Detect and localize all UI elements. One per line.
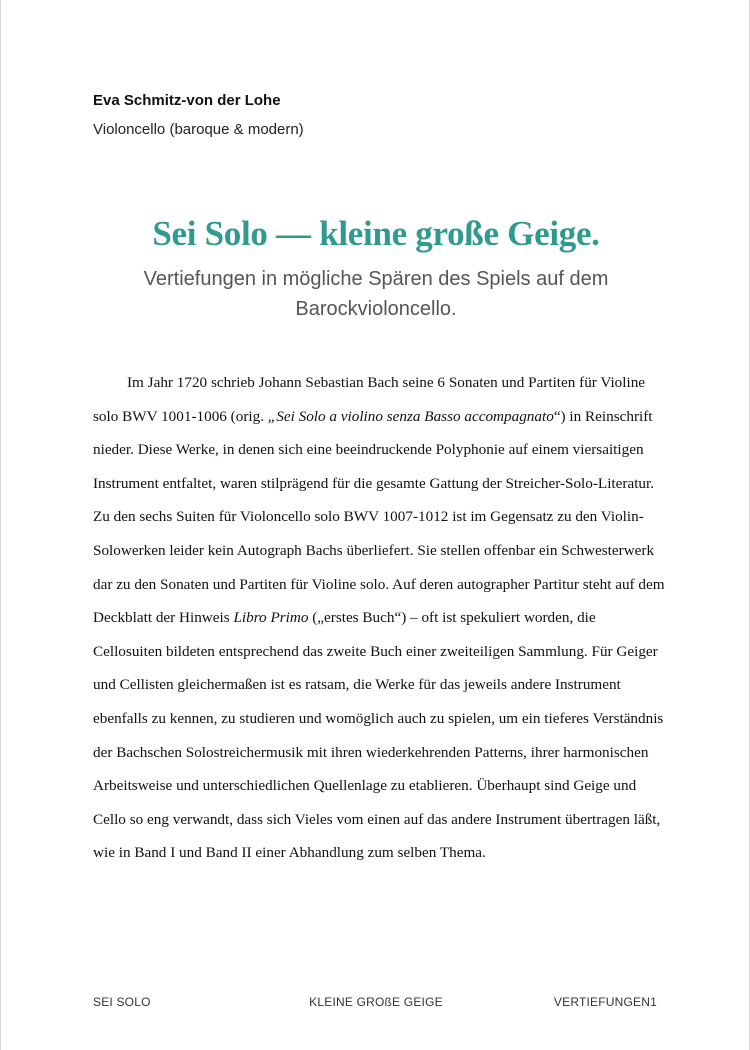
- body-text-italic-title: „Sei Solo a violino senza Basso accompagnato: [267, 407, 554, 425]
- body-text-part-3: („erstes Buch“) – oft ist spekuliert worden, die Cellosuiten bildeten entsprechend das zweite Buch einer zweiteiligen Sammlung. Für Geiger und Cellisten gleichermaßen ist es ratsam, die Werke für das jeweils andere Instrument ebenfalls zu kennen, zu studieren und womöglich auch zu spielen, um ein tieferes Verständnis der Bachschen Solostreichermusik mit ihren wiederkehrenden Patterns, ihrer harmonischen Arbeitsweise und unterschiedlichen Quellenlage zu etablieren. Überhaupt sind Geige und Cello so eng verwandt, dass sich Vieles vom einen auf das andere Instrument übertragen läßt, wie in Band I und Band II einer Abhandlung zum selben Thema.: [93, 609, 664, 862]
- footer-right: VERTIEFUNGEN1: [553, 995, 657, 1009]
- body-paragraph: [93, 366, 668, 870]
- body-text-part-2: “) in Reinschrift nieder. Diese Werke, in denen sich eine beeindruckende Polyphonie auf einem viersaitigen Instrument entfaltet, waren stilprägend für die gesamte Gattung der Streicher-Solo-Literatur. Zu den sechs Suiten für Violoncello solo BWV 1007-1012 ist im Gegensatz zu den Violin-Solowerken leider kein Autograph Bachs überliefert. Sie stellen offenbar ein Schwesterwerk dar zu den Sonaten und Partiten für Violine solo. Auf deren autographer Partitur steht auf dem Deckblatt der Hinweis: [93, 407, 665, 627]
- body-text-part-1: Im Jahr 1720 schrieb Johann Sebastian Bach seine 6 Sonaten und Partiten für Violine solo BWV 1001-1006 (orig.: [93, 374, 646, 425]
- page-title: Sei Solo — kleine große Geige.: [152, 214, 600, 253]
- author-instrument: Violoncello (baroque & modern): [93, 121, 304, 138]
- page-subtitle: Vertiefungen in mögliche Spären des Spiels auf dem Barockvioloncello.: [143, 268, 609, 320]
- body-text-italic-libro-primo: Libro Primo: [233, 609, 309, 627]
- footer-center: KLEINE GROßE GEIGE: [309, 995, 443, 1009]
- author-name: Eva Schmitz-von der Lohe: [93, 92, 281, 109]
- footer-left: SEI SOLO: [93, 995, 151, 1009]
